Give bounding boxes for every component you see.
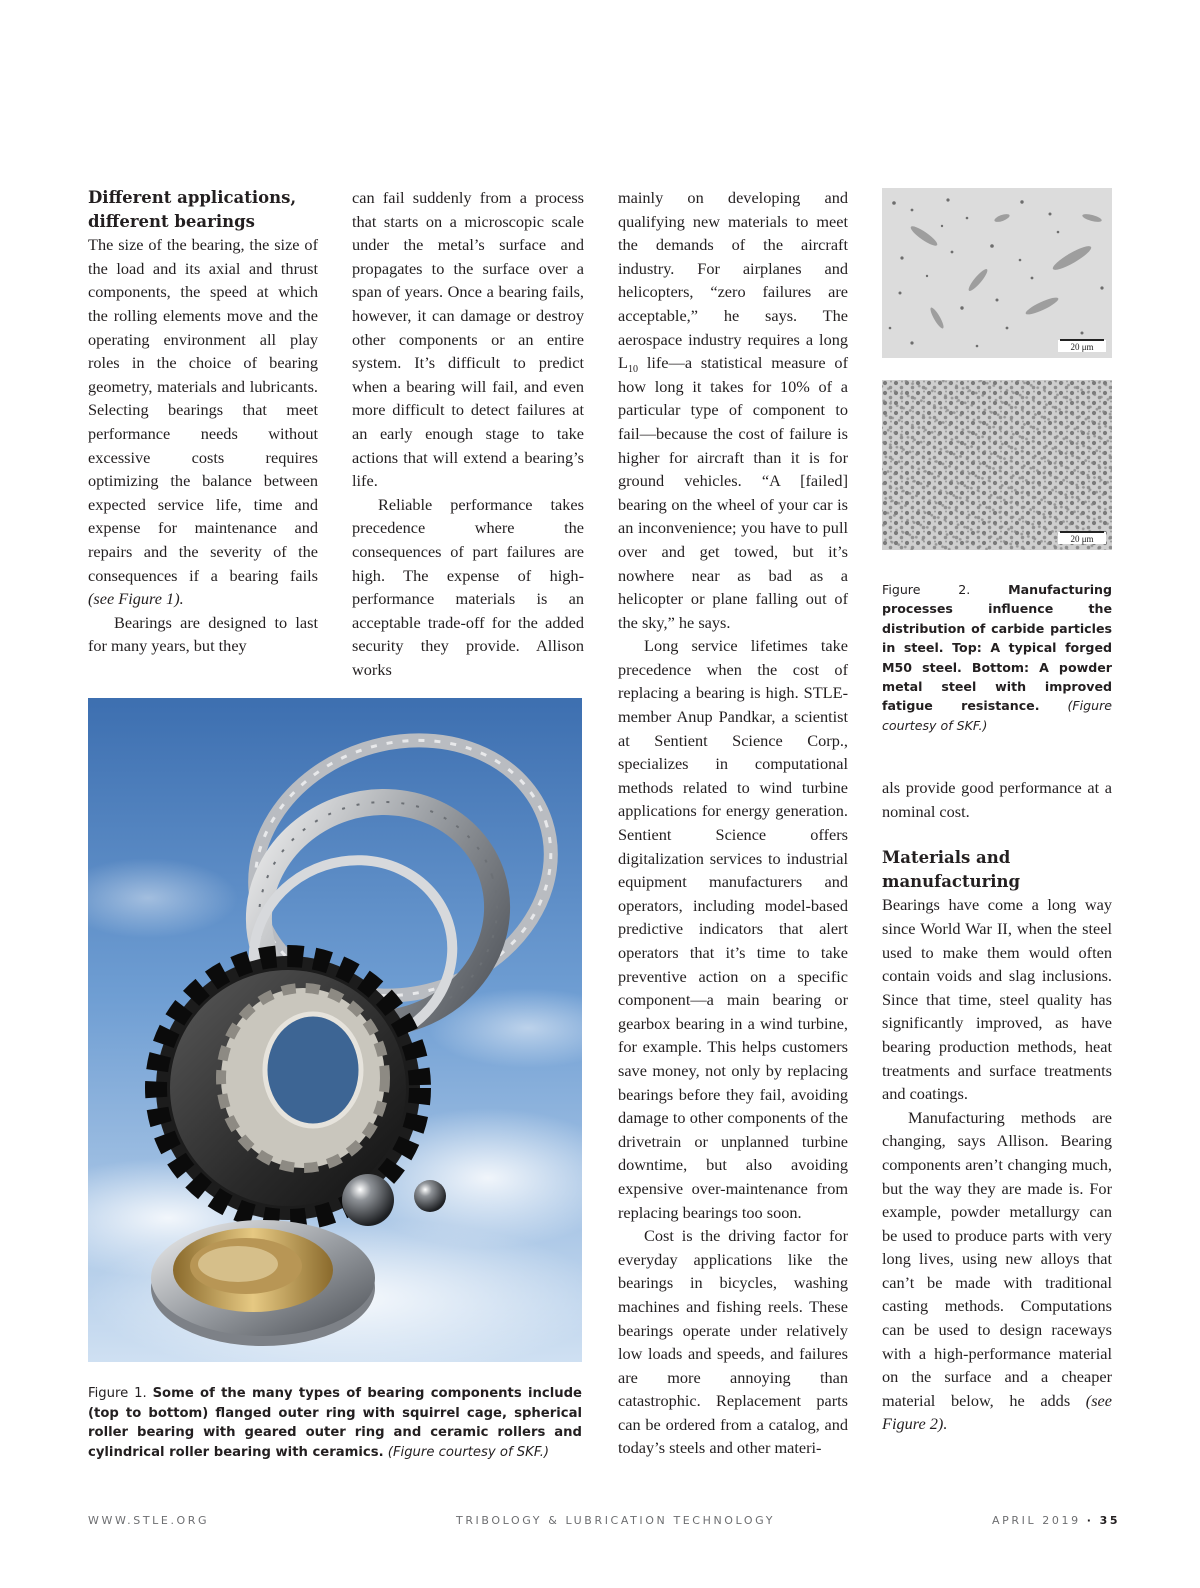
figure-1-caption	[88, 1384, 582, 1462]
figure-1-label: Figure 1.	[88, 1386, 147, 1401]
footer-date-page	[992, 1514, 1120, 1527]
figure-1-credit: (Figure courtesy of SKF.)	[387, 1444, 550, 1460]
figure-2-credit: (Figure courtesy of SKF.)	[882, 698, 1112, 733]
ceramic-ball-large	[342, 1174, 394, 1226]
bearing-components-illustration	[88, 698, 582, 1362]
micrograph-bottom-image	[882, 380, 1112, 550]
section-heading-materials: Materials and manufacturing	[882, 848, 1021, 891]
footer-publication: TRIBOLOGY & LUBRICATION TECHNOLOGY	[456, 1514, 776, 1527]
figure-1-caption-text: Some of the many types of bearing components include (top to bottom) flanged outer ring with squirrel cage, spherical roller bearing with geared outer ring and ceramic rollers and cylindrical roller bearing with ceramics.	[88, 1386, 582, 1460]
figure-2-caption	[882, 580, 1112, 735]
col1-paragraph-2: Bearings are designed to last for many years, but they	[88, 612, 318, 656]
figure-1-reference: (see Figure 1).	[88, 589, 184, 609]
footer-date: APRIL 2019	[992, 1514, 1081, 1527]
figure-2-reference: (see Figure 2).	[882, 1390, 1112, 1434]
column-2	[352, 186, 584, 681]
col4-p3-text: Manufacturing methods are changing, says Allison. Bearing components aren’t changing much, but the way they are made is. For example, powder metallurgy can be used to produce parts with very long lives, using new alloys that can’t be made with traditional casting methods. Computations can be used to design raceways with a high-performance material on the surface and a cheaper material below, he adds	[882, 1107, 1112, 1410]
col3-paragraph-1	[618, 186, 848, 634]
col4-paragraph-1: als provide good performance at a nominal cost.	[882, 778, 1112, 821]
footer-website: WWW.STLE.ORG	[88, 1514, 210, 1527]
scale-bar-bottom: 20 μm	[1070, 534, 1094, 544]
col2-paragraph-1: can fail suddenly from a process that starts on a microscopic scale under the metal’s surface and propagates to the surface over a span of years. Once a bearing fails, however, it can damage or destroy other components or an entire system. It’s difficult to predict when a bearing will fail, and even more difficult to detect failures at an early enough stage to take actions that will extend a bearing’s life.	[352, 188, 584, 491]
column-1	[88, 186, 318, 658]
column-3	[618, 186, 848, 1460]
section-heading-applications: Different applications, different bearings	[88, 188, 297, 231]
micrograph-forged-m50	[882, 188, 1112, 358]
col3-paragraph-2: Long service lifetimes take precedence when the cost of replacing a bearing is high. STLE-member Anup Pandkar, a scientist at Sentient Science Corp., specializes in computational methods related to wind turbine applications for energy generation. Sentient Science offers digitalization services to industrial equipment manufacturers and operators, including model-based predictive indicators that alert operators that it’s time to take preventive action on a specific component—a main bearing or gearbox bearing in a wind turbine, for example. This helps customers save money, not only by replacing bearings before they fail, avoiding damage to other components of the drivetrain or unplanned turbine downtime, but also avoiding expensive over-maintenance from replacing bearings too soon.	[618, 636, 848, 1222]
l10-subscript: 10	[627, 364, 638, 376]
figure-2-label: Figure 2.	[882, 582, 971, 597]
col4-paragraph-3	[882, 1106, 1112, 1436]
micrograph-powder-metal	[882, 380, 1112, 550]
page-number: 35	[1099, 1514, 1121, 1527]
ceramic-ball-small	[414, 1180, 446, 1212]
col3-p1-text-a: mainly on developing and qualifying new materials to meet the demands of the aircraft industry. For airplanes and helicopters, “zero failures are acceptable,” he says. The aerospace industry requires a long L	[618, 188, 848, 373]
col1-paragraph-1	[88, 233, 318, 611]
scale-bar-top: 20 μm	[1070, 342, 1094, 352]
footer-separator: ·	[1086, 1514, 1094, 1527]
figure-1-image	[88, 698, 582, 1362]
col1-p1-text: The size of the bearing, the size of the load and its axial and thrust components, the speed at which the rolling elements move and the operating environment all play roles in the choice of bearing geometry, materials and lubricants. Selecting bearings that meet performance needs without excessive costs requires optimizing the balance between expected service life, time and expense for maintenance and repairs and the severity of the consequences if a bearing fails	[88, 235, 318, 585]
column-4	[882, 776, 1112, 1436]
col3-p1-text-b: life—a statistical measure of how long it takes for 10% of a particular type of component to fail—because the cost of failure is higher for aircraft than it is for ground vehicles. “A [failed] bearing on the wheel of your car is an inconvenience; you have to pull over and get towed, but it’s nowhere near as bad as a helicopter or plane falling out of the sky,” he says.	[618, 353, 848, 632]
col2-paragraph-2: Reliable performance takes precedence where the consequences of part failures are high. The expense of high-performance materials is an acceptable trade-off for the added security they provide. Allison works	[352, 494, 584, 679]
figure-2-caption-text: Manufacturing processes influence the distribution of carbide particles in steel. Top: A typical forged M50 steel. Bottom: A powder metal steel with improved fatigue resistance.	[882, 582, 1112, 714]
col4-paragraph-2: Bearings have come a long way since World War II, when the steel used to make them would often contain voids and slag inclusions. Since that time, steel quality has significantly improved, as have bearing production methods, heat treatments and surface treatments and coatings.	[882, 895, 1112, 1104]
col3-paragraph-3: Cost is the driving factor for everyday applications like the bearings in bicycles, washing machines and fishing reels. These bearings operate under relatively low loads and speeds, and failures are more annoying than catastrophic. Replacement parts can be ordered from a catalog, and today’s steels and other materi-	[618, 1226, 848, 1458]
micrograph-top-image	[882, 188, 1112, 358]
cylindrical-roller-bearing	[151, 1220, 375, 1346]
